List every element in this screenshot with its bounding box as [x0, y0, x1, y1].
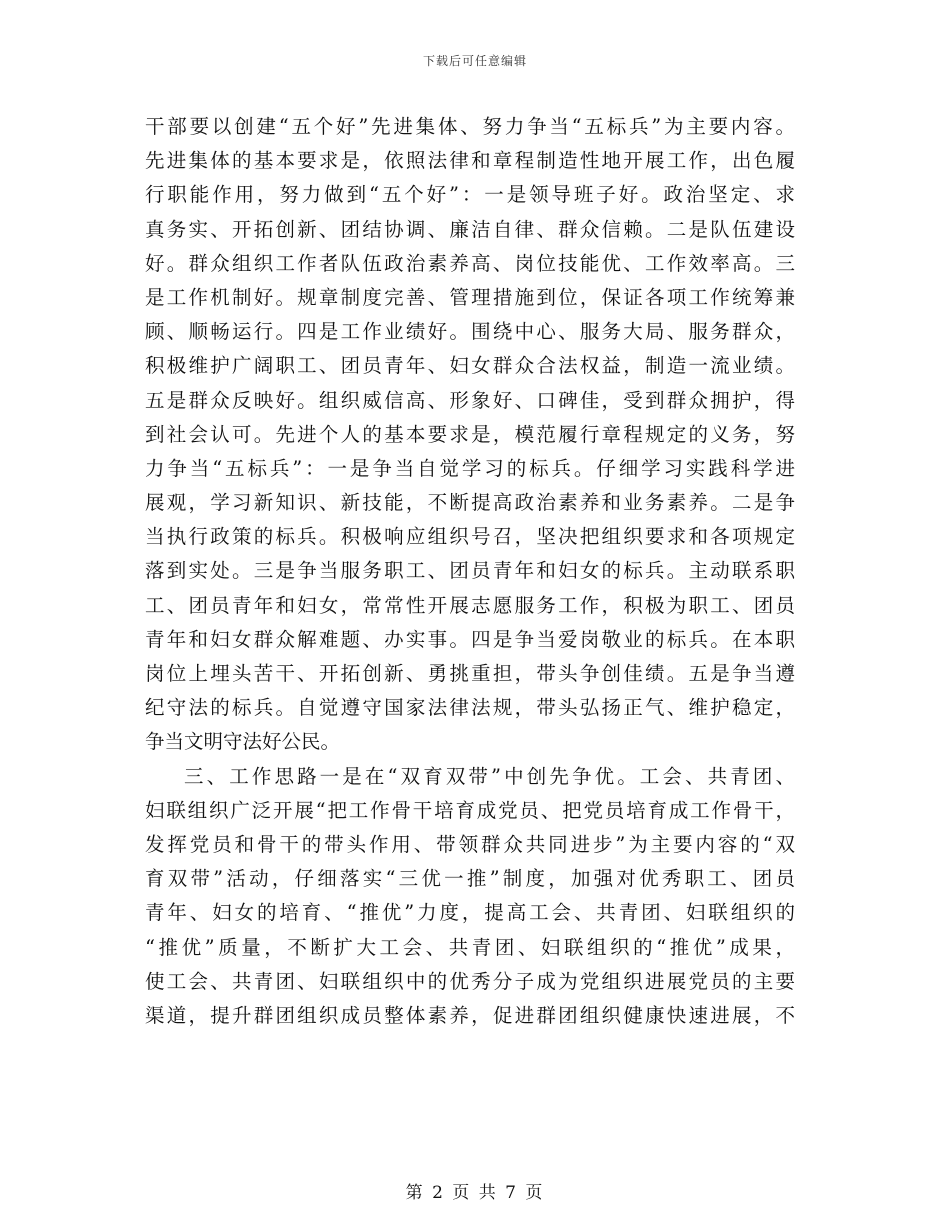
text-line: 渠道，提升群团组织成员整体素养，促进群团组织健康快速进展，不: [145, 1003, 795, 1027]
text-line: 积极维护广阔职工、团员青年、妇女群众合法权益，制造一流业绩。: [145, 354, 795, 378]
paragraph: [145, 110, 795, 760]
text-line: 青年和妇女群众解难题、办实事。四是争当爱岗敬业的标兵。在本职: [145, 627, 795, 651]
text-line: “推优”质量，不断扩大工会、共青团、妇联组织的“推优”成果，: [145, 935, 795, 959]
text-line: 妇联组织广泛开展“把工作骨干培育成党员、把党员培育成工作骨干，: [145, 798, 795, 822]
text-line: 纪守法的标兵。自觉遵守国家法律法规，带头弘扬正气、维护稳定，: [145, 696, 795, 720]
text-line: 好。群众组织工作者队伍政治素养高、岗位技能优、工作效率高。三: [145, 251, 795, 275]
text-line: 育双带”活动，仔细落实“三优一推”制度，加强对优秀职工、团员: [145, 867, 795, 891]
text-line: 是工作机制好。规章制度完善、管理措施到位，保证各项工作统筹兼: [145, 285, 795, 309]
text-line: 使工会、共青团、妇联组织中的优秀分子成为党组织进展党员的主要: [145, 969, 795, 993]
page-header: 下载后可任意编辑: [422, 54, 527, 68]
page-number: 第 2 页 共 7 页: [405, 1183, 545, 1203]
text-line: 工、团员青年和妇女，常常性开展志愿服务工作，积极为职工、团员: [145, 593, 795, 617]
text-line: 岗位上埋头苦干、开拓创新、勇挑重担，带头争创佳绩。五是争当遵: [145, 662, 795, 685]
text-line: 三、工作思路一是在“双育双带”中创先争优。工会、共青团、: [184, 764, 795, 788]
text-line: 展观，学习新知识、新技能，不断提高政治素养和业务素养。二是争: [145, 491, 795, 515]
body-text: [145, 110, 795, 1033]
text-line: 力争当“五标兵”：一是争当自觉学习的标兵。仔细学习实践科学进: [145, 456, 795, 480]
text-line: 行职能作用，努力做到“五个好”：一是领导班子好。政治坚定、求: [145, 183, 795, 207]
text-line: 干部要以创建“五个好”先进集体、努力争当“五标兵”为主要内容。: [145, 115, 795, 138]
text-line: 争当文明守法好公民。: [145, 730, 341, 754]
text-line: 真务实、开拓创新、团结协调、廉洁自律、群众信赖。二是队伍建设: [145, 217, 795, 241]
text-line: 到社会认可。先进个人的基本要求是，模范履行章程规定的义务，努: [145, 422, 795, 446]
text-line: 落到实处。三是争当服务职工、团员青年和妇女的标兵。主动联系职: [145, 559, 795, 583]
text-line: 发挥党员和骨干的带头作用、带领群众共同进步”为主要内容的“双: [145, 832, 795, 856]
paragraph: [145, 760, 795, 1034]
text-line: 青年、妇女的培育、“推优”力度，提高工会、共青团、妇联组织的: [145, 901, 795, 925]
text-line: 当执行政策的标兵。积极响应组织号召，坚决把组织要求和各项规定: [145, 525, 795, 549]
text-line: 先进集体的基本要求是，依照法律和章程制造性地开展工作，出色履: [145, 149, 795, 173]
text-line: 五是群众反映好。组织威信高、形象好、口碑佳，受到群众拥护，得: [145, 388, 795, 412]
text-line: 顾、顺畅运行。四是工作业绩好。围绕中心、服务大局、服务群众，: [145, 320, 795, 344]
